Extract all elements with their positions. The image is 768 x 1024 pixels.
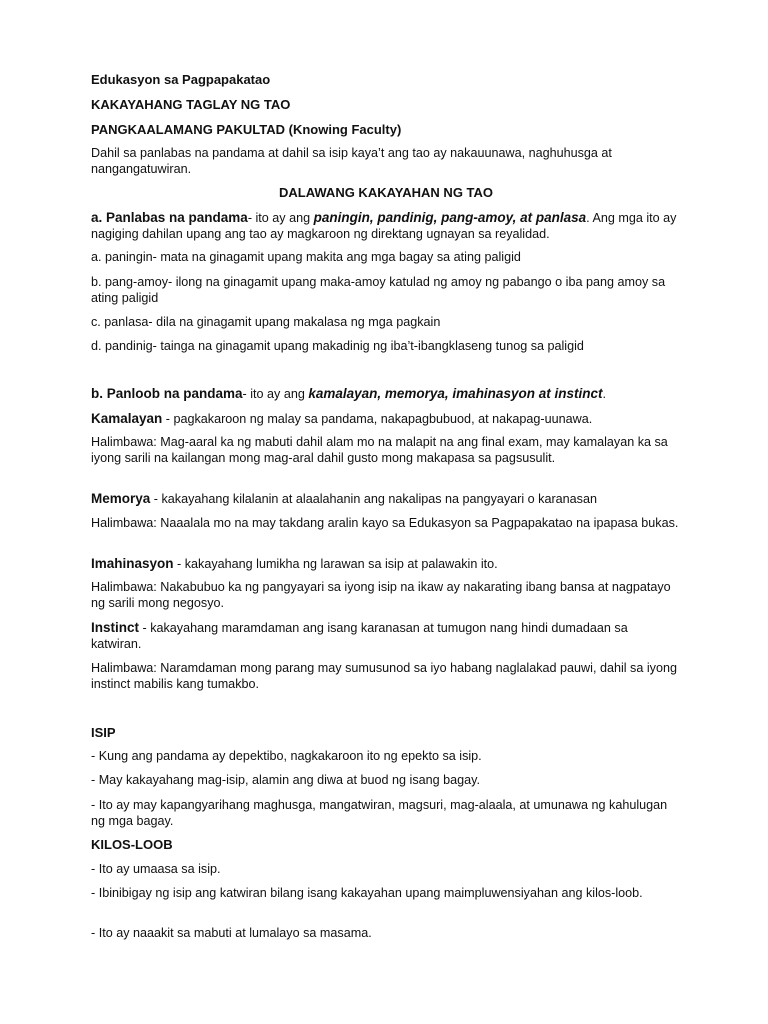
kamalayan-example: Halimbawa: Mag-aaral ka ng mabuti dahil alam mo na malapit na ang final exam, may kamalayan ka sa iyong sarili na kailangan mong mag-aral dahil gusto mong makapasa sa pagsusulit. — [91, 435, 668, 465]
memorya-definition — [91, 491, 681, 508]
list-item: b. pang-amoy- ilong na ginagamit upang maka-amoy katulad ng amoy ng pabango o iba pang amoy sa ating paligid — [91, 275, 666, 305]
panlabas-rest: . Ang mga ito ay nagiging dahilan upang ang tao ay magkaroon ng direktang ugnayan sa reyalidad. — [91, 211, 677, 241]
kamalayan-term: Kamalayan — [91, 411, 163, 426]
list-item: a. paningin- mata na ginagamit upang makita ang mga bagay sa ating paligid — [91, 250, 521, 264]
list-item: d. pandinig- tainga na ginagamit upang makadinig ng iba’t-ibangklaseng tunog sa paligid — [91, 339, 584, 353]
list-item: - Ibinibigay ng isip ang katwiran bilang isang kakayahan upang maimpluwensiyahan ang kilos-loob. — [91, 886, 643, 900]
panlabas-list: paningin, pandinig, pang-amoy, at panlasa — [313, 210, 587, 225]
subject-title: Edukasyon sa Pagpapakatao — [91, 72, 271, 87]
list-item: - Ito ay may kapangyarihang maghusga, mangatwiran, magsuri, mag-alaala, at umunawa ng kahulugan ng mga bagay. — [91, 798, 668, 828]
instinct-term: Instinct — [91, 620, 140, 635]
isip-heading: ISIP — [91, 725, 116, 740]
heading-kakayahan: KAKAYAHANG TAGLAY NG TAO — [91, 97, 291, 112]
panlabas-paragraph — [91, 210, 681, 242]
imahinasyon-example: Halimbawa: Nakabubuo ka ng pangyayari sa iyong isip na ikaw ay nakarating ibang bansa at nagpatayo ng sarili mong negosyo. — [91, 580, 671, 610]
list-item: c. panlasa- dila na ginagamit upang makalasa ng mga pagkain — [91, 315, 441, 329]
panlabas-mid: - ito ay ang — [247, 211, 314, 225]
section-title: DALAWANG KAKAYAHAN NG TAO — [278, 185, 494, 200]
panloob-paragraph — [91, 386, 681, 403]
heading-pakultad: PANGKAALAMANG PAKULTAD (Knowing Faculty) — [91, 122, 402, 137]
instinct-definition — [91, 620, 681, 652]
memorya-def: - kakayahang kilalanin at alaalahanin ang nakalipas na pangyayari o karanasan — [150, 492, 597, 506]
list-item: - Ito ay umaasa sa isip. — [91, 862, 221, 876]
list-item: - Kung ang pandama ay depektibo, nagkakaroon ito ng epekto sa isip. — [91, 749, 482, 763]
memorya-example: Halimbawa: Naaalala mo na may takdang aralin kayo sa Edukasyon sa Pagpapakatao na ipapasa bukas. — [91, 516, 679, 530]
imahinasyon-def: - kakayahang lumikha ng larawan sa isip at palawakin ito. — [173, 557, 498, 571]
panloob-rest: . — [602, 387, 606, 401]
imahinasyon-definition — [91, 556, 681, 573]
panloob-mid: - ito ay ang — [242, 387, 309, 401]
panloob-list: kamalayan, memorya, imahinasyon at instinct — [308, 386, 603, 401]
kamalayan-def: - pagkakaroon ng malay sa pandama, nakapagbubuod, at nakapag-uunawa. — [162, 412, 593, 426]
intro-paragraph: Dahil sa panlabas na pandama at dahil sa isip kaya’t ang tao ay nakauunawa, naghuhusga at nangangatuwiran. — [91, 146, 612, 176]
panloob-term: b. Panloob na pandama — [91, 386, 243, 401]
imahinasyon-term: Imahinasyon — [91, 556, 174, 571]
list-item: - Ito ay naaakit sa mabuti at lumalayo sa masama. — [91, 926, 372, 940]
kilos-loob-heading: KILOS-LOOB — [91, 837, 173, 852]
instinct-example: Halimbawa: Naramdaman mong parang may sumusunod sa iyo habang naglalakad pauwi, dahil sa iyong instinct mabilis kang tumakbo. — [91, 661, 677, 691]
instinct-def: - kakayahang maramdaman ang isang karanasan at tumugon nang hindi dumadaan sa katwiran. — [91, 621, 628, 651]
kamalayan-definition — [91, 411, 681, 428]
memorya-term: Memorya — [91, 491, 151, 506]
list-item: - May kakayahang mag-isip, alamin ang diwa at buod ng isang bagay. — [91, 773, 481, 787]
panlabas-term: a. Panlabas na pandama — [91, 210, 248, 225]
